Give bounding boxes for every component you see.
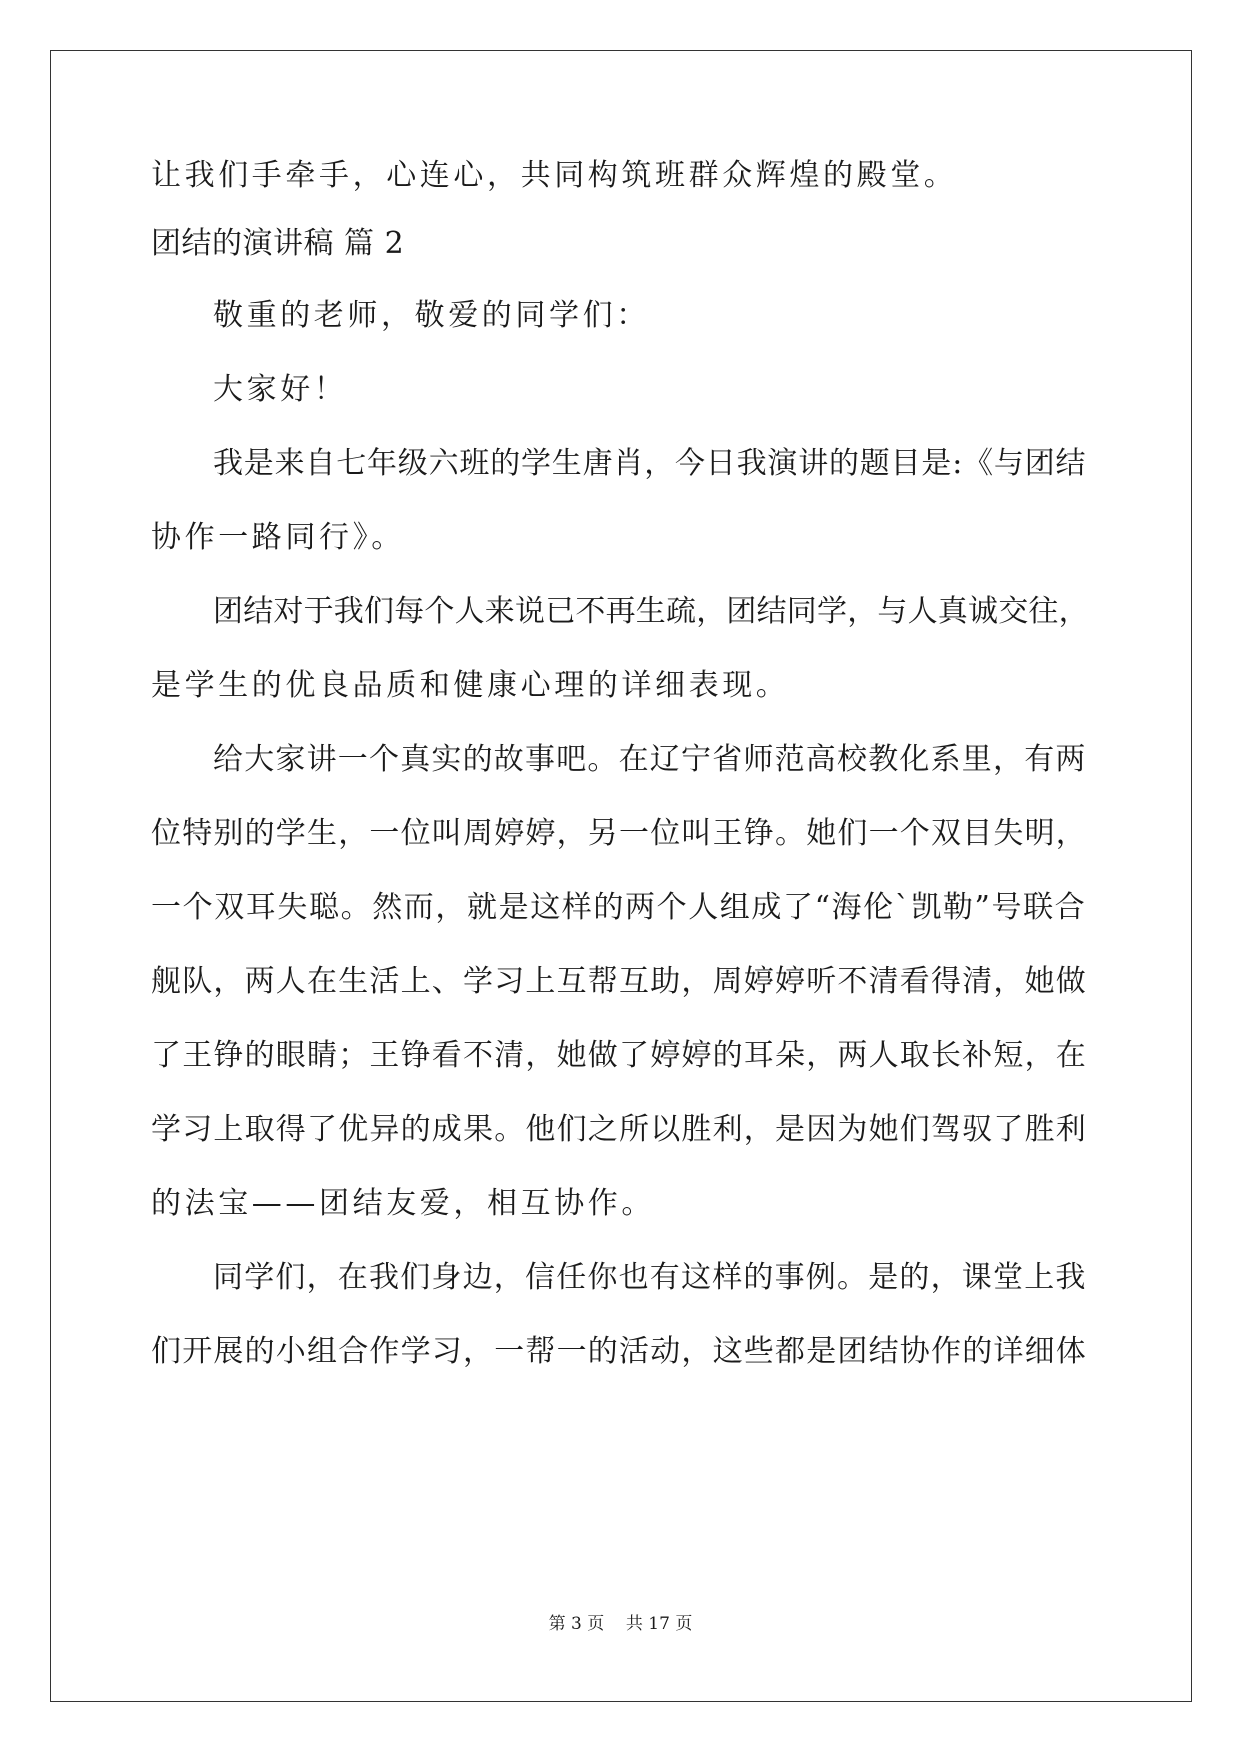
text-line: 的法宝——团结友爱，相互协作。 [151,1186,655,1221]
text-line: 一个双耳失聪。然而，就是这样的两个人组成了“海伦`凯勒”号联合 [151,890,1087,925]
text-line: 位特别的学生，一位叫周婷婷，另一位叫王铮。她们一个双目失明， [151,816,1087,851]
page-number: 第 3 页 共 17 页 [548,1614,693,1634]
text-line: 让我们手牵手，心连心，共同构筑班群众辉煌的殿堂。 [151,158,958,193]
text-line: 团结对于我们每个人来说已不再生疏，团结同学，与人真诚交往， [213,594,1089,629]
text-line: 协作一路同行》。 [151,520,405,555]
text-line: 我是来自七年级六班的学生唐肖，今日我演讲的题目是:《与团结 [213,446,1087,481]
text-line: 同学们，在我们身边，信任你也有这样的事例。是的，课堂上我 [213,1260,1087,1295]
text-line: 舰队，两人在生活上、学习上互帮互助，周婷婷听不清看得清，她做 [151,964,1087,999]
greeting: 大家好！ [213,372,348,407]
text-line: 给大家讲一个真实的故事吧。在辽宁省师范高校教化系里，有两 [213,742,1087,777]
page-footer [0,1612,1241,1636]
text-line: 是学生的优良品质和健康心理的详细表现。 [151,668,790,703]
text-line: 了王铮的眼睛；王铮看不清，她做了婷婷的耳朵，两人取长补短，在 [151,1038,1087,1073]
text-line: 们开展的小组合作学习，一帮一的活动，这些都是团结协作的详细体 [151,1334,1087,1369]
section-heading: 团结的演讲稿 篇 2 [151,226,405,261]
text-line: 学习上取得了优异的成果。他们之所以胜利，是因为她们驾驭了胜利 [151,1112,1087,1147]
salutation: 敬重的老师，敬爱的同学们： [213,298,650,333]
